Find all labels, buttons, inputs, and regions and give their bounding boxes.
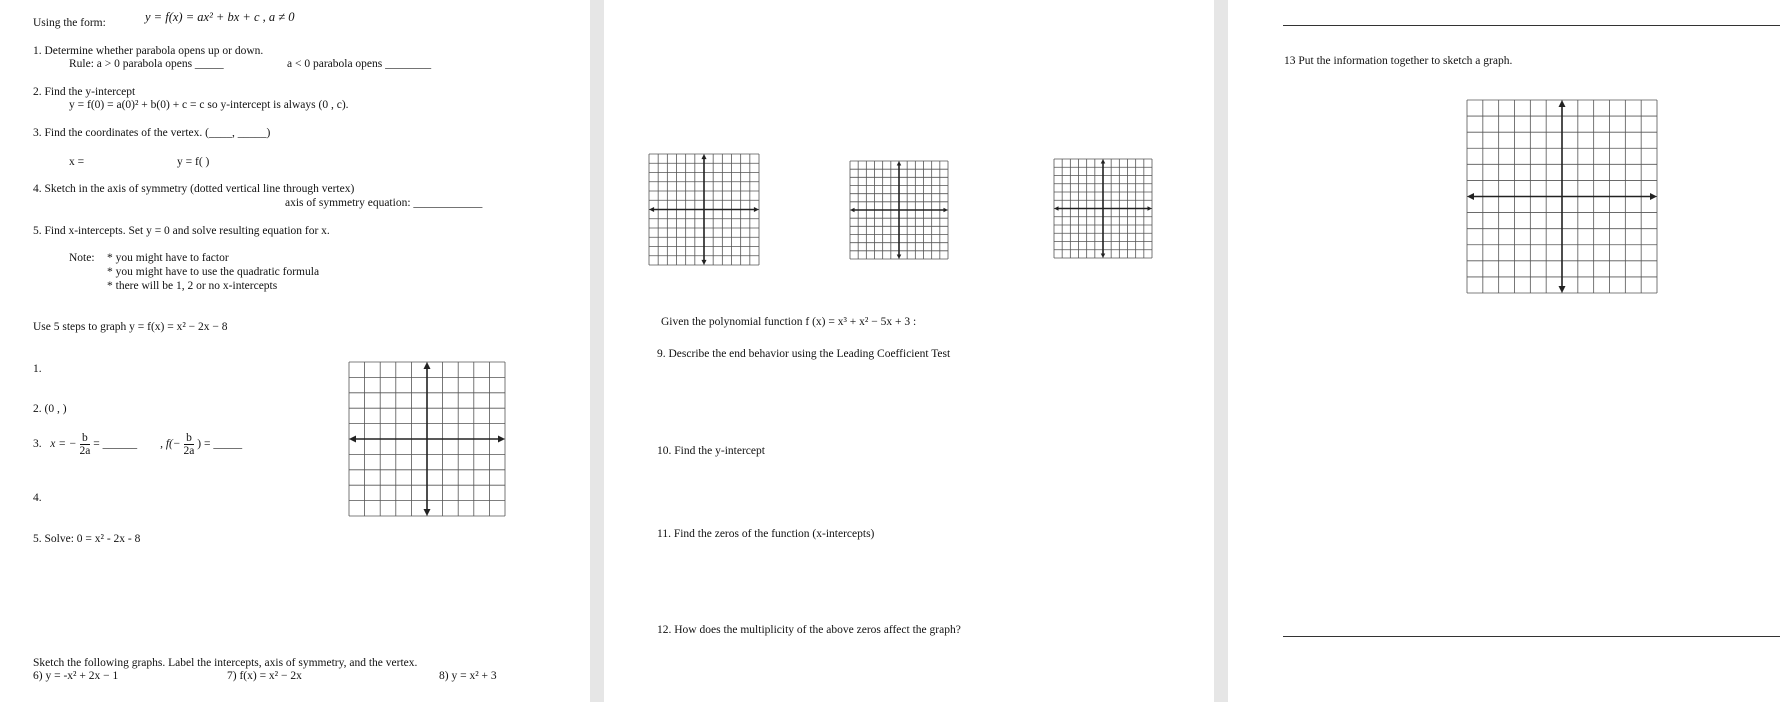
step4-equation: axis of symmetry equation: ____________: [285, 197, 483, 209]
y-axis-arrow-up: [701, 154, 706, 159]
question-9: 9. Describe the end behavior using the Leading Coefficient Test: [657, 348, 951, 360]
x-axis-arrow-right: [1147, 206, 1152, 211]
sketch-instructions: Sketch the following graphs. Label the intercepts, axis of symmetry, and the vertex.: [33, 657, 418, 669]
fraction-denominator: 2a: [79, 445, 91, 457]
problem-7: 7) f(x) = x² − 2x: [227, 670, 302, 682]
question-11: 11. Find the zeros of the function (x-intercepts): [657, 528, 875, 540]
question-12: 12. How does the multiplicity of the above zeros affect the graph?: [657, 624, 961, 636]
answer-step-3: [33, 432, 242, 457]
bottom-divider-line: [1283, 636, 1780, 637]
y-axis-arrow-up: [1559, 100, 1566, 107]
coordinate-grid-problem-13: [1466, 99, 1658, 294]
y-axis-arrow-down: [897, 254, 902, 259]
problem-8: 8) y = x² + 3: [439, 670, 497, 682]
question-13: 13 Put the information together to sketch a graph.: [1284, 55, 1513, 67]
y-axis-arrow-down: [1559, 286, 1566, 293]
intro-label: Using the form:: [33, 17, 106, 29]
worksheet-page-1: [0, 0, 590, 702]
x-axis-arrow-right: [754, 207, 759, 212]
step3-title: 3. Find the coordinates of the vertex. (____, _____): [33, 127, 271, 139]
use-5-steps: Use 5 steps to graph y = f(x) = x² − 2x − 8: [33, 321, 228, 333]
step3-x-blank: = ______: [93, 438, 138, 451]
step3-x-label: x = −: [50, 438, 77, 451]
step1-rule-a: Rule: a > 0 parabola opens _____: [69, 58, 224, 70]
x-axis-arrow-right: [498, 436, 505, 443]
coordinate-grid-main: [348, 361, 506, 517]
coordinate-grid-problem-6: [648, 153, 760, 266]
step2-equation: y = f(0) = a(0)² + b(0) + c = c so y-intercept is always (0 , c).: [69, 99, 349, 111]
x-axis-arrow-left: [349, 436, 356, 443]
note-1: * you might have to factor: [107, 252, 229, 264]
top-divider-line: [1283, 25, 1780, 26]
answer-step-1: 1.: [33, 363, 42, 375]
coordinate-grid-problem-8: [1053, 158, 1153, 259]
coordinate-grid-problem-7: [849, 160, 949, 260]
note-3: * there will be 1, 2 or no x-intercepts: [107, 280, 278, 292]
step1-title: 1. Determine whether parabola opens up or down.: [33, 45, 264, 57]
step3-f-blank: ) = _____: [197, 438, 243, 451]
fraction-numerator: b: [184, 432, 195, 445]
problem-6: 6) y = -x² + 2x − 1: [33, 670, 119, 682]
step5-title: 5. Find x-intercepts. Set y = 0 and solve resulting equation for x.: [33, 225, 330, 237]
fraction-denominator: 2a: [183, 445, 195, 457]
step4-title: 4. Sketch in the axis of symmetry (dotted vertical line through vertex): [33, 183, 355, 195]
note-label: Note:: [69, 252, 95, 264]
y-axis-arrow-down: [701, 260, 706, 265]
step3-x: x =: [69, 156, 85, 168]
intro-formula: y = f(x) = ax² + bx + c , a ≠ 0: [145, 10, 295, 24]
x-axis-arrow-right: [943, 208, 948, 213]
given-polynomial: Given the polynomial function f (x) = x³ + x² − 5x + 3 :: [661, 316, 917, 328]
fraction-b-over-2a: [80, 432, 91, 457]
y-axis-arrow-up: [897, 161, 902, 166]
y-axis-arrow-up: [424, 362, 431, 369]
worksheet-page-3: [1228, 0, 1790, 702]
answer-step-2: 2. (0 , ): [33, 403, 67, 415]
x-axis-arrow-left: [850, 208, 855, 213]
answer-step-5: 5. Solve: 0 = x² - 2x - 8: [33, 533, 141, 545]
step1-rule-b: a < 0 parabola opens ________: [287, 58, 432, 70]
step3-f-label: , f(−: [160, 438, 181, 451]
x-axis-arrow-left: [649, 207, 654, 212]
step3-y: y = f( ): [177, 156, 210, 168]
step2-title: 2. Find the y-intercept: [33, 86, 136, 98]
question-10: 10. Find the y-intercept: [657, 445, 765, 457]
x-axis-arrow-left: [1467, 193, 1474, 200]
step3-number: 3.: [33, 438, 42, 451]
x-axis-arrow-left: [1054, 206, 1059, 211]
note-2: * you might have to use the quadratic formula: [107, 266, 320, 278]
fraction-numerator: b: [80, 432, 91, 445]
y-axis-arrow-down: [424, 509, 431, 516]
worksheet-page-2: [604, 0, 1214, 702]
y-axis-arrow-down: [1101, 253, 1106, 258]
answer-step-4: 4.: [33, 492, 42, 504]
y-axis-arrow-up: [1101, 159, 1106, 164]
fraction-b-over-2a-f: [184, 432, 195, 457]
x-axis-arrow-right: [1650, 193, 1657, 200]
